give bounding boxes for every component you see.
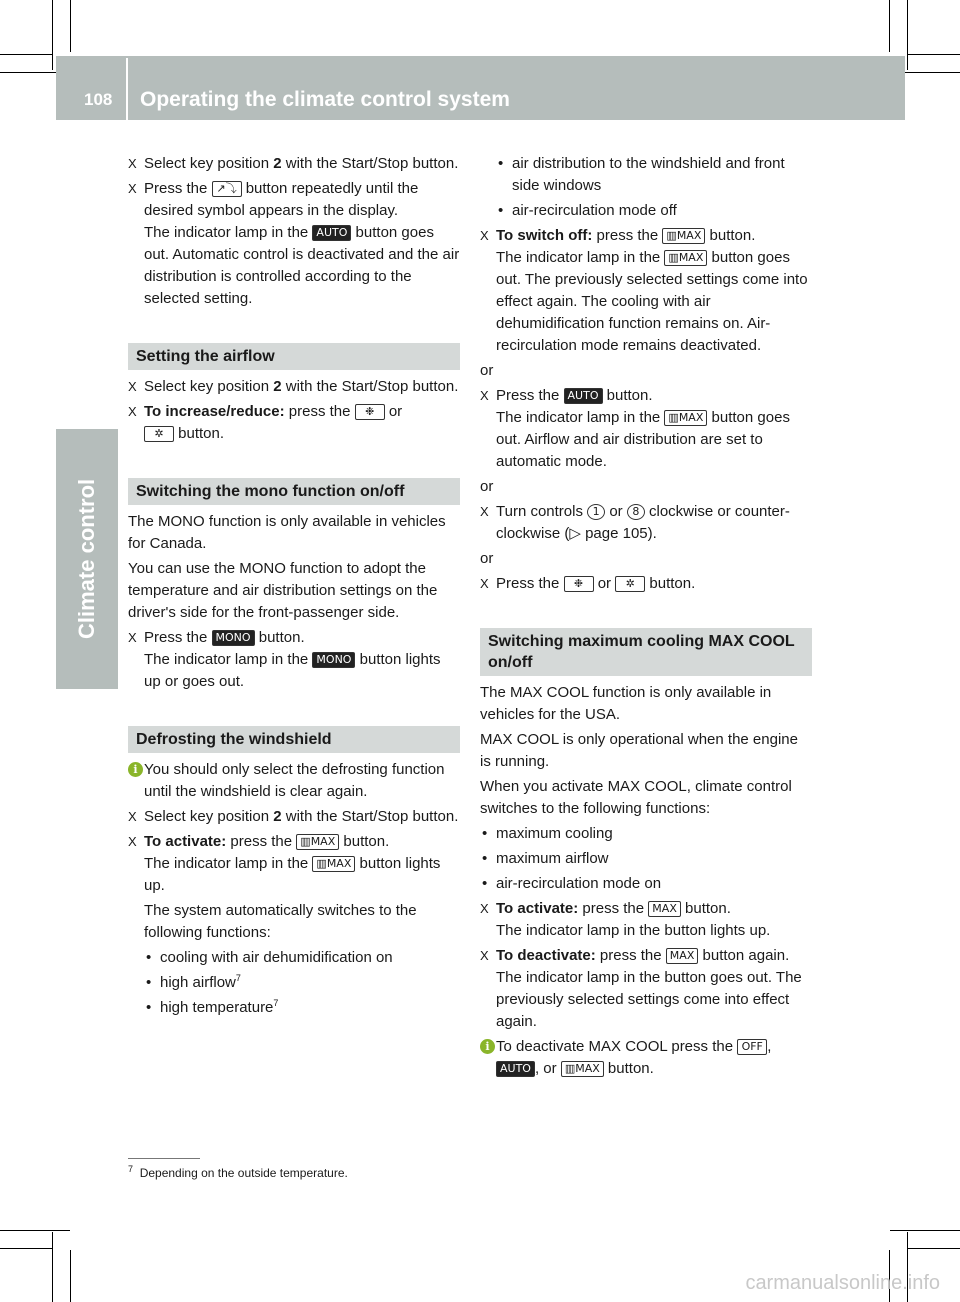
bullet-icon: • [482,875,488,892]
section-heading: Switching maximum cooling MAX COOL on/off [480,628,812,676]
page-ref-icon: ▷ [569,525,581,542]
crop-mark [908,54,960,55]
crop-mark [907,0,908,70]
crop-mark [0,1230,70,1231]
crop-mark [0,1248,52,1249]
bullet-icon: • [146,974,152,991]
max-cool-key-icon: MAX [648,901,681,917]
info-icon: i [480,1039,495,1054]
crop-mark [52,1232,53,1302]
list-item: • air distribution to the windshield and front side windows [498,155,785,194]
crop-mark [52,0,53,70]
step-arrow-icon: X [480,948,489,963]
chapter-tab-label: Climate control [74,478,99,640]
auto-key-icon: AUTO [496,1061,535,1077]
left-column [128,153,460,1022]
crop-mark [889,0,890,52]
bullet-icon: • [482,825,488,842]
control-8-icon: 8 [627,504,645,520]
crop-mark [908,1248,960,1249]
footnote: $^7$ Depending on the outside temperature. [128,1164,348,1180]
right-column [480,153,812,1083]
step-arrow-icon: X [128,379,137,394]
bullet-icon: • [146,949,152,966]
paragraph: You can use the MONO function to adopt the temperature and air distribution settings on the driver's side for the front-passenger side. [128,560,438,621]
paragraph: The MONO function is only available in vehicles for Canada. [128,513,446,552]
defrost-key-icon: ▥MAX [296,834,339,850]
bullet-icon: • [498,155,504,172]
bullet-icon: • [146,999,152,1016]
crop-mark [70,1250,71,1302]
mono-key-icon: MONO [212,630,255,646]
instruction-step: X To activate: press the MAX button. The indicator lamp in the button lights up. [480,900,771,939]
or-separator: or [480,550,494,567]
step-arrow-icon: X [128,404,137,419]
instruction-step: X Select key position 2 with the Start/Stop button. [128,153,460,175]
footnote-rule [128,1158,200,1159]
list-item: • maximum cooling [480,823,812,845]
watermark: carmanualsonline.info [745,1272,940,1294]
fan-up-key-icon: ❉ [355,404,385,420]
airflow-key-icon: ↗⤵ [212,181,242,197]
crop-mark [890,1230,960,1231]
fan-up-key-icon: ❉ [564,576,594,592]
instruction-step: X Press the AUTO button. The indicator lamp in the ▥MAX button goes out. Airflow and air distribution are set to automatic mode. [480,387,790,470]
step-arrow-icon: X [128,834,137,849]
max-cool-key-icon: MAX [666,948,699,964]
fan-down-key-icon: ✲ [615,576,645,592]
step-arrow-icon: X [480,576,489,591]
control-1-icon: 1 [587,504,605,520]
defrost-key-icon: ▥MAX [561,1061,604,1077]
bullet-icon: • [498,202,504,219]
list-item: • cooling with air dehumidification on [144,947,460,969]
step-arrow-icon: X [480,228,489,243]
or-separator: or [480,362,494,379]
list-item: • high temperature$^7$ [144,997,460,1019]
list-item: • air-recirculation mode off [496,200,812,222]
step-arrow-icon: X [480,901,489,916]
defrost-key-icon: ▥MAX [664,250,707,266]
crop-mark [70,0,71,52]
step-arrow-icon: X [480,504,489,519]
page-title: Operating the climate control system [140,88,510,111]
step-arrow-icon: X [128,809,137,824]
off-key-icon: OFF [737,1039,767,1055]
paragraph: MAX COOL is only operational when the engine is running. [480,731,798,770]
info-note: i You should only select the defrosting function until the windshield is clear again. [128,759,460,803]
defrost-key-icon: ▥MAX [664,410,707,426]
instruction-step: X To deactivate: press the MAX button again. The indicator lamp in the button goes out. The previously selected settings come into effect again. [480,947,802,1030]
page-number: 108 [84,90,113,109]
instruction-step: X Press the ↗⤵ button repeatedly until the desired symbol appears in the display. The indicator lamp in the AUTO button goes out. Automatic control is deactivated and the air distribution is controlled according to the selected setting. [128,180,460,307]
instruction-step: X Press the MONO button. The indicator lamp in the MONO button lights up or goes out. [128,629,441,690]
paragraph: When you activate MAX COOL, climate control switches to the following functions: [480,778,792,817]
auto-key-icon: AUTO [312,225,351,241]
section-heading: Setting the airflow [128,343,460,370]
instruction-step: X Select key position 2 with the Start/Stop button. [128,806,460,828]
instruction-step: X Press the ❉ or ✲ button. [480,573,812,595]
step-arrow-icon: X [480,388,489,403]
auto-key-icon: AUTO [564,388,603,404]
list-item: • maximum airflow [480,848,812,870]
header-divider [126,58,128,120]
step-arrow-icon: X [128,181,137,196]
info-note: i To deactivate MAX COOL press the OFF , AUTO , or ▥MAX button. [480,1036,812,1080]
section-heading: Defrosting the windshield [128,726,460,753]
instruction-step: X To activate: press the ▥MAX button. The indicator lamp in the ▥MAX button lights up. The system automatically switches to the following functions: [128,833,441,941]
defrost-key-icon: ▥MAX [662,228,705,244]
section-heading: Switching the mono function on/off [128,478,460,505]
list-item: • air-recirculation mode on [480,873,812,895]
or-separator: or [480,478,494,495]
mono-key-icon: MONO [312,652,355,668]
step-arrow-icon: X [128,156,137,171]
instruction-step: X To switch off: press the ▥MAX button. The indicator lamp in the ▥MAX button goes out. The previously selected settings come into effect again. The cooling with air dehumidification function remains on. Air-recirculation mode remains deactivated. [480,227,808,354]
info-icon: i [128,762,143,777]
crop-mark [0,54,52,55]
list-item: • high airflow$^7$ [144,972,460,994]
fan-down-key-icon: ✲ [144,426,174,442]
instruction-step: X Turn controls 1 or 8 clockwise or counter-clockwise (▷ page 105). [480,503,790,542]
instruction-step: X Select key position 2 with the Start/Stop button. [128,376,460,398]
defrost-key-icon: ▥MAX [312,856,355,872]
paragraph: The MAX COOL function is only available in vehicles for the USA. [480,684,772,723]
instruction-step: X To increase/reduce: press the ❉ or ✲ button. [128,403,403,442]
bullet-icon: • [482,850,488,867]
step-arrow-icon: X [128,630,137,645]
